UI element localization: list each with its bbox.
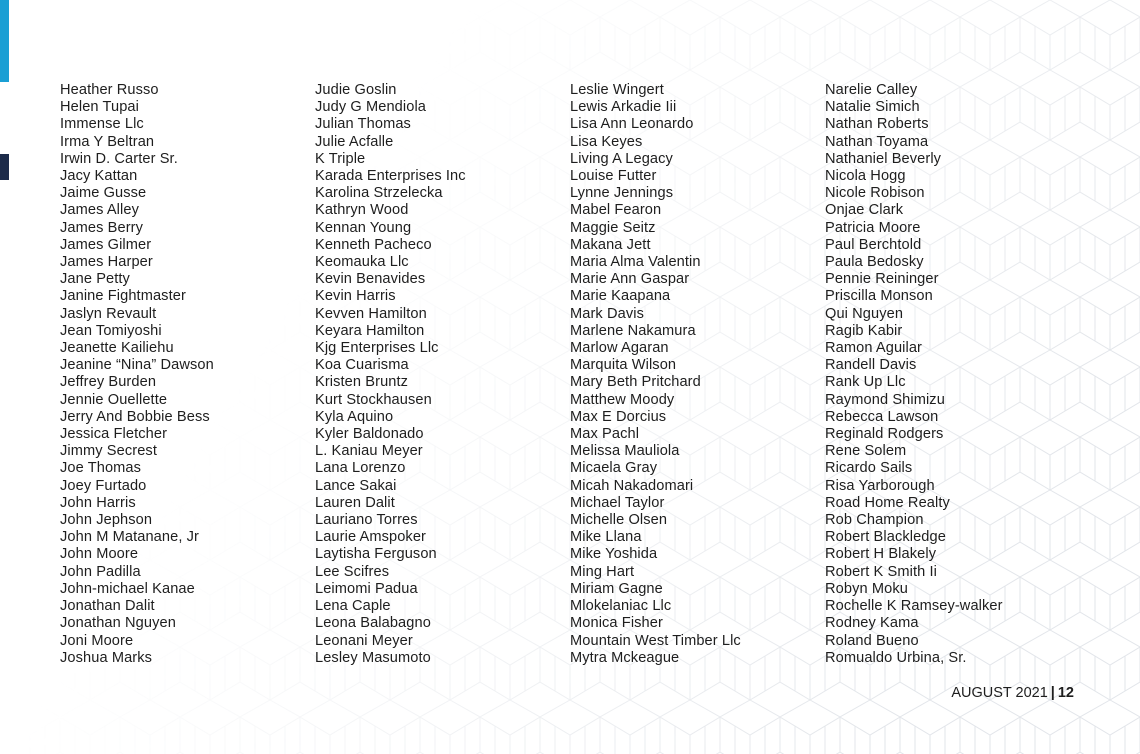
name-list-item: Mary Beth Pritchard [570,374,701,391]
name-list-item: Monica Fisher [570,615,663,632]
name-list-item: Maggie Seitz [570,219,656,236]
name-list-item: Melissa Mauliola [570,443,680,460]
name-list-item: Jeffrey Burden [60,374,157,391]
name-list-item: Kjg Enterprises Llc [315,340,439,357]
name-list-item: Jeanine “Nina” Dawson [60,357,214,374]
name-list-item: Lisa Keyes [570,133,643,150]
name-list-item: Lana Lorenzo [315,460,406,477]
name-list-item: Lee Scifres [315,563,390,580]
name-column-4 [825,82,1003,667]
accent-bar-navy [0,154,9,180]
name-list-item: Road Home Realty [825,494,950,511]
name-list-item: Irwin D. Carter Sr. [60,150,178,167]
name-list-item: Natalie Simich [825,99,920,116]
name-list-item: Kenneth Pacheco [315,236,432,253]
name-list-item: Nathan Toyama [825,133,929,150]
name-column-2 [315,82,466,667]
name-list-item: Raymond Shimizu [825,391,945,408]
name-list-item: James Berry [60,219,144,236]
name-list-item: James Alley [60,202,139,219]
name-list-item: Mike Llana [570,529,642,546]
name-list-item: Ramon Aguilar [825,340,923,357]
name-list-item: Jaslyn Revault [60,305,157,322]
page-footer [951,685,1074,701]
name-list-item: K Triple [315,150,366,167]
name-list-item: Judy G Mendiola [315,99,427,116]
name-list-item: Rob Champion [825,512,924,529]
name-list-item: Robyn Moku [825,580,908,597]
name-list-item: Onjae Clark [825,202,904,219]
name-list-item: Rodney Kama [825,615,919,632]
name-list-item: Priscilla Monson [825,288,933,305]
name-list-item: Lena Caple [315,598,391,615]
name-list-item: Julie Acfalle [315,133,394,150]
name-list-item: Mlokelaniac Llc [570,598,672,615]
name-list-item: Maria Alma Valentin [570,254,701,271]
name-column-1 [60,82,214,667]
name-list-item: Michael Taylor [570,494,665,511]
name-list-item: Ragib Kabir [825,322,903,339]
name-list-item: Kevven Hamilton [315,305,427,322]
name-list-item: Marquita Wilson [570,357,677,374]
name-list-item: Kurt Stockhausen [315,391,432,408]
name-list-item: Jonathan Nguyen [60,615,176,632]
name-list-item: Leimomi Padua [315,580,418,597]
name-list-item: Jane Petty [60,271,130,288]
name-list-item: Lauren Dalit [315,494,395,511]
name-list-item: John Padilla [60,563,141,580]
name-list-item: Robert H Blakely [825,546,937,563]
name-list-item: Qui Nguyen [825,305,904,322]
name-list-item: James Harper [60,254,153,271]
name-list-item: Mark Davis [570,305,644,322]
name-list-item: Joey Furtado [60,477,147,494]
name-list-item: Mytra Mckeague [570,649,680,666]
name-list-item: Jean Tomiyoshi [60,322,162,339]
name-list-item: Robert K Smith Ii [825,563,938,580]
name-list-item: Rene Solem [825,443,907,460]
name-list-item: John Harris [60,494,136,511]
name-list-item: Keomauka Llc [315,254,409,271]
name-list-item: Randell Davis [825,357,917,374]
name-list-item: Mabel Fearon [570,202,662,219]
name-list-item: Mountain West Timber Llc [570,632,741,649]
name-list-item: James Gilmer [60,236,152,253]
name-list-item: John M Matanane, Jr [60,529,199,546]
name-list-item: Nicola Hogg [825,168,906,185]
name-list-item: Ming Hart [570,563,635,580]
name-list-item: Laytisha Ferguson [315,546,437,563]
name-list-item: Helen Tupai [60,99,139,116]
name-list-item: Irma Y Beltran [60,133,155,150]
name-list-item: Marie Ann Gaspar [570,271,690,288]
name-list-item: Lance Sakai [315,477,397,494]
name-list-item: Heather Russo [60,82,159,98]
name-list-item: Julian Thomas [315,116,411,133]
name-list-item: Roland Bueno [825,632,919,649]
name-list-item: L. Kaniau Meyer [315,443,423,460]
name-list-item: Karada Enterprises Inc [315,168,466,185]
name-list-item: Keyara Hamilton [315,322,425,339]
name-list-item: Janine Fightmaster [60,288,186,305]
name-list-item: Reginald Rodgers [825,426,944,443]
name-list-item: Immense Llc [60,116,144,133]
name-list-item: Marlene Nakamura [570,322,696,339]
name-list-item: Nathaniel Beverly [825,150,942,167]
name-list-item: Kevin Benavides [315,271,426,288]
name-list-item: Patricia Moore [825,219,921,236]
name-list-item: Rochelle K Ramsey-walker [825,598,1003,615]
name-list-item: Robert Blackledge [825,529,946,546]
name-list-item: Karolina Strzelecka [315,185,443,202]
name-list-item: Risa Yarborough [825,477,935,494]
name-list-item: Kathryn Wood [315,202,409,219]
name-list-item: Nicole Robison [825,185,925,202]
name-list-item: Leonani Meyer [315,632,413,649]
name-list-item: Lesley Masumoto [315,649,431,666]
name-list-item: Jonathan Dalit [60,598,155,615]
name-list-item: Max E Dorcius [570,408,667,425]
issue-date: AUGUST 2021 [951,685,1048,701]
name-list-item: Koa Cuarisma [315,357,409,374]
name-list-item: Judie Goslin [315,82,397,98]
name-list-item: Jaime Gusse [60,185,147,202]
name-list-item: Narelie Calley [825,82,918,98]
name-list-item: Louise Futter [570,168,657,185]
name-list-item: Jimmy Secrest [60,443,157,460]
name-list-item: Kennan Young [315,219,412,236]
name-list-item: Jerry And Bobbie Bess [60,408,210,425]
name-list-item: Joshua Marks [60,649,153,666]
name-list-item: Leona Balabagno [315,615,431,632]
name-list-item: Michelle Olsen [570,512,668,529]
name-list-item: John Moore [60,546,139,563]
name-list-item: Lisa Ann Leonardo [570,116,694,133]
name-list-item: Micah Nakadomari [570,477,694,494]
name-list-item: Jennie Ouellette [60,391,168,408]
name-list-item: Joe Thomas [60,460,142,477]
name-list-item: Paula Bedosky [825,254,924,271]
name-list-item: Nathan Roberts [825,116,929,133]
name-list-item: Kyler Baldonado [315,426,424,443]
name-list-item: Lewis Arkadie Iii [570,99,677,116]
name-list-item: Mike Yoshida [570,546,658,563]
name-list-item: Kristen Bruntz [315,374,409,391]
name-list-item: Jacy Kattan [60,168,138,185]
accent-bar-blue [0,0,9,82]
name-list-item: Ricardo Sails [825,460,913,477]
name-list-item: Jeanette Kailiehu [60,340,174,357]
name-list-item: Jessica Fletcher [60,426,168,443]
name-list-item: Max Pachl [570,426,640,443]
name-list-item: Romualdo Urbina, Sr. [825,649,967,666]
name-list-item: Living A Legacy [570,150,673,167]
name-list-item: Lauriano Torres [315,512,418,529]
name-list-item: Rebecca Lawson [825,408,939,425]
name-list-item: Kevin Harris [315,288,396,305]
name-list-item: Leslie Wingert [570,82,664,98]
name-list-item: Kyla Aquino [315,408,394,425]
name-list-item: Micaela Gray [570,460,658,477]
name-list-item: Makana Jett [570,236,651,253]
name-list-item: Lynne Jennings [570,185,674,202]
name-list-item: John Jephson [60,512,153,529]
name-list-item: Paul Berchtold [825,236,922,253]
name-column-3 [570,82,741,667]
name-list-item: Pennie Reininger [825,271,939,288]
footer-separator: | [1050,685,1055,701]
name-list-item: John-michael Kanae [60,580,195,597]
name-list-item: Miriam Gagne [570,580,663,597]
name-list-item: Matthew Moody [570,391,675,408]
name-list-item: Marie Kaapana [570,288,671,305]
name-list-item: Marlow Agaran [570,340,669,357]
name-list-item: Rank Up Llc [825,374,906,391]
page-number: 12 [1057,685,1074,701]
name-list-item: Joni Moore [60,632,134,649]
name-list-item: Laurie Amspoker [315,529,427,546]
